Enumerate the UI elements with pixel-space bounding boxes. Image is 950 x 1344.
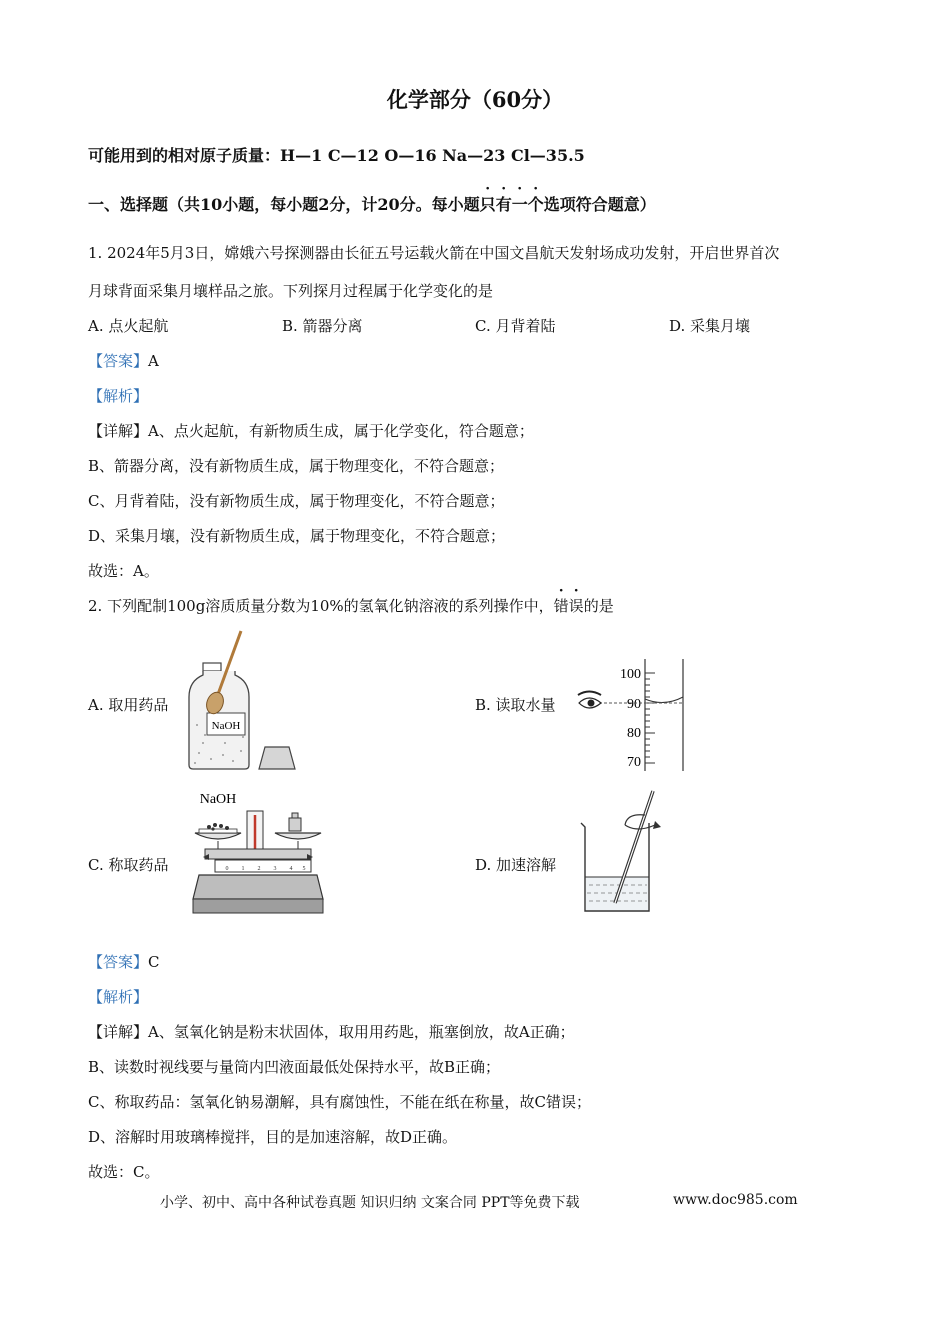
atomic-masses: 可能用到的相对原子质量：H—1 C—12 O—16 Na—23 Cl—35.5 xyxy=(88,146,585,165)
q1-detail-line: C、月背着陆，没有新物质生成，属于物理变化，不符合题意； xyxy=(88,492,505,510)
q1-option-c: C. 月背着陆 xyxy=(475,317,556,335)
svg-text:3: 3 xyxy=(273,866,277,872)
svg-text:2: 2 xyxy=(257,866,261,872)
q2-detail-line: 故选：C。 xyxy=(88,1163,160,1181)
q2-option-d: D. 加速溶解 xyxy=(475,856,557,874)
detail-text: A、氢氧化钠是粉末状固体，取用用药匙，瓶塞倒放，故A正确； xyxy=(148,1023,575,1041)
svg-text:4: 4 xyxy=(289,866,293,872)
emph-char: 一 xyxy=(511,195,528,214)
section-suffix: 选项符合题意） xyxy=(543,195,656,214)
footer-text: 小学、初中、高中各种试卷真题 知识归纳 文案合同 PPT等免费下载 xyxy=(160,1195,580,1211)
q2-detail-line: B、读数时视线要与量筒内凹液面最低处保持水平，故B正确； xyxy=(88,1058,501,1076)
figure-a-bottle xyxy=(185,625,315,775)
q2-option-a: A. 取用药品 xyxy=(88,696,169,714)
figure-b-cylinder xyxy=(575,655,695,775)
svg-text:0: 0 xyxy=(225,866,229,872)
q1-option-d: D. 采集月壤 xyxy=(669,317,751,335)
tick-label: 70 xyxy=(627,755,641,770)
detail-text: A、点火起航，有新物质生成，属于化学变化，符合题意； xyxy=(148,422,534,440)
detail-label: 【详解】 xyxy=(88,1023,149,1041)
base xyxy=(193,875,323,899)
q1-stem-line1: 1. 2024年5月3日，嫦娥六号探测器由长征五号运载火箭在中国文昌航天发射场成功发射，开启世界首次 xyxy=(88,244,780,262)
q2-stem-end: 的是 xyxy=(583,597,614,615)
detail-label: 【详解】 xyxy=(88,422,149,440)
q1-option-b: B. 箭器分离 xyxy=(282,317,363,335)
tick-label: 80 xyxy=(627,726,641,741)
footer-link[interactable]: www.doc985.com xyxy=(673,1192,798,1208)
emph-char: 误 xyxy=(568,597,584,615)
q1-detail-line: B、箭器分离，没有新物质生成，属于物理变化，不符合题意； xyxy=(88,457,505,475)
beam xyxy=(205,849,311,859)
q2-option-c: C. 称取药品 xyxy=(88,856,169,874)
svg-text:5: 5 xyxy=(302,866,306,872)
emph-char: 个 xyxy=(527,195,544,214)
paper xyxy=(199,829,237,833)
page-title: 化学部分（60分） xyxy=(386,87,564,112)
svg-text:1: 1 xyxy=(241,866,245,872)
emph-char: 错 xyxy=(553,597,569,615)
emph-char: 只 xyxy=(479,195,496,214)
q1-stem-line2: 月球背面采集月壤样品之旅。下列探月过程属于化学变化的是 xyxy=(88,282,494,300)
stopper xyxy=(259,747,295,769)
q2-answer xyxy=(88,951,160,972)
figure-c-balance xyxy=(185,785,330,920)
weight xyxy=(289,818,301,831)
q1-detail-line xyxy=(88,420,534,441)
q2-stem-text: 2. 下列配制100g溶质质量分数为10%的氢氧化钠溶液的系列操作中， xyxy=(88,597,554,615)
q1-detail-line: 故选：A。 xyxy=(88,562,159,580)
balance-label: NaOH xyxy=(199,792,237,807)
right-pan xyxy=(275,833,321,839)
meniscus xyxy=(645,697,683,703)
q1-option-a: A. 点火起航 xyxy=(88,317,169,335)
section-heading xyxy=(88,192,656,215)
ruler xyxy=(215,860,311,872)
q2-detail-line: C、称取药品：氢氧化钠易潮解，具有腐蚀性，不能在纸在称量，故C错误； xyxy=(88,1093,591,1111)
tick-label: 90 xyxy=(627,697,641,712)
answer-value: C xyxy=(148,953,160,971)
q2-analysis-label: 【解析】 xyxy=(88,988,149,1006)
answer-label: 【答案】 xyxy=(88,352,149,370)
q2-option-b: B. 读取水量 xyxy=(475,696,556,714)
section-prefix: 一、选择题（共10小题，每小题2分，计20分。每小题 xyxy=(88,195,480,214)
q1-detail-line: D、采集月壤，没有新物质生成，属于物理变化，不符合题意； xyxy=(88,527,506,545)
bottle-label: NaOH xyxy=(211,720,241,732)
figure-d-beaker xyxy=(575,785,665,920)
answer-label: 【答案】 xyxy=(88,953,149,971)
q2-detail-line: D、溶解时用玻璃棒搅拌，目的是加速溶解，故D正确。 xyxy=(88,1128,458,1146)
q2-stem xyxy=(88,595,614,616)
q2-detail-line xyxy=(88,1021,575,1042)
left-pan xyxy=(195,833,241,839)
rotation-arrow xyxy=(653,821,661,829)
q1-analysis-label: 【解析】 xyxy=(88,387,149,405)
emph-char: 有 xyxy=(495,195,512,214)
answer-value: A xyxy=(148,352,159,370)
tick-label: 100 xyxy=(620,667,641,682)
q1-answer xyxy=(88,350,159,371)
